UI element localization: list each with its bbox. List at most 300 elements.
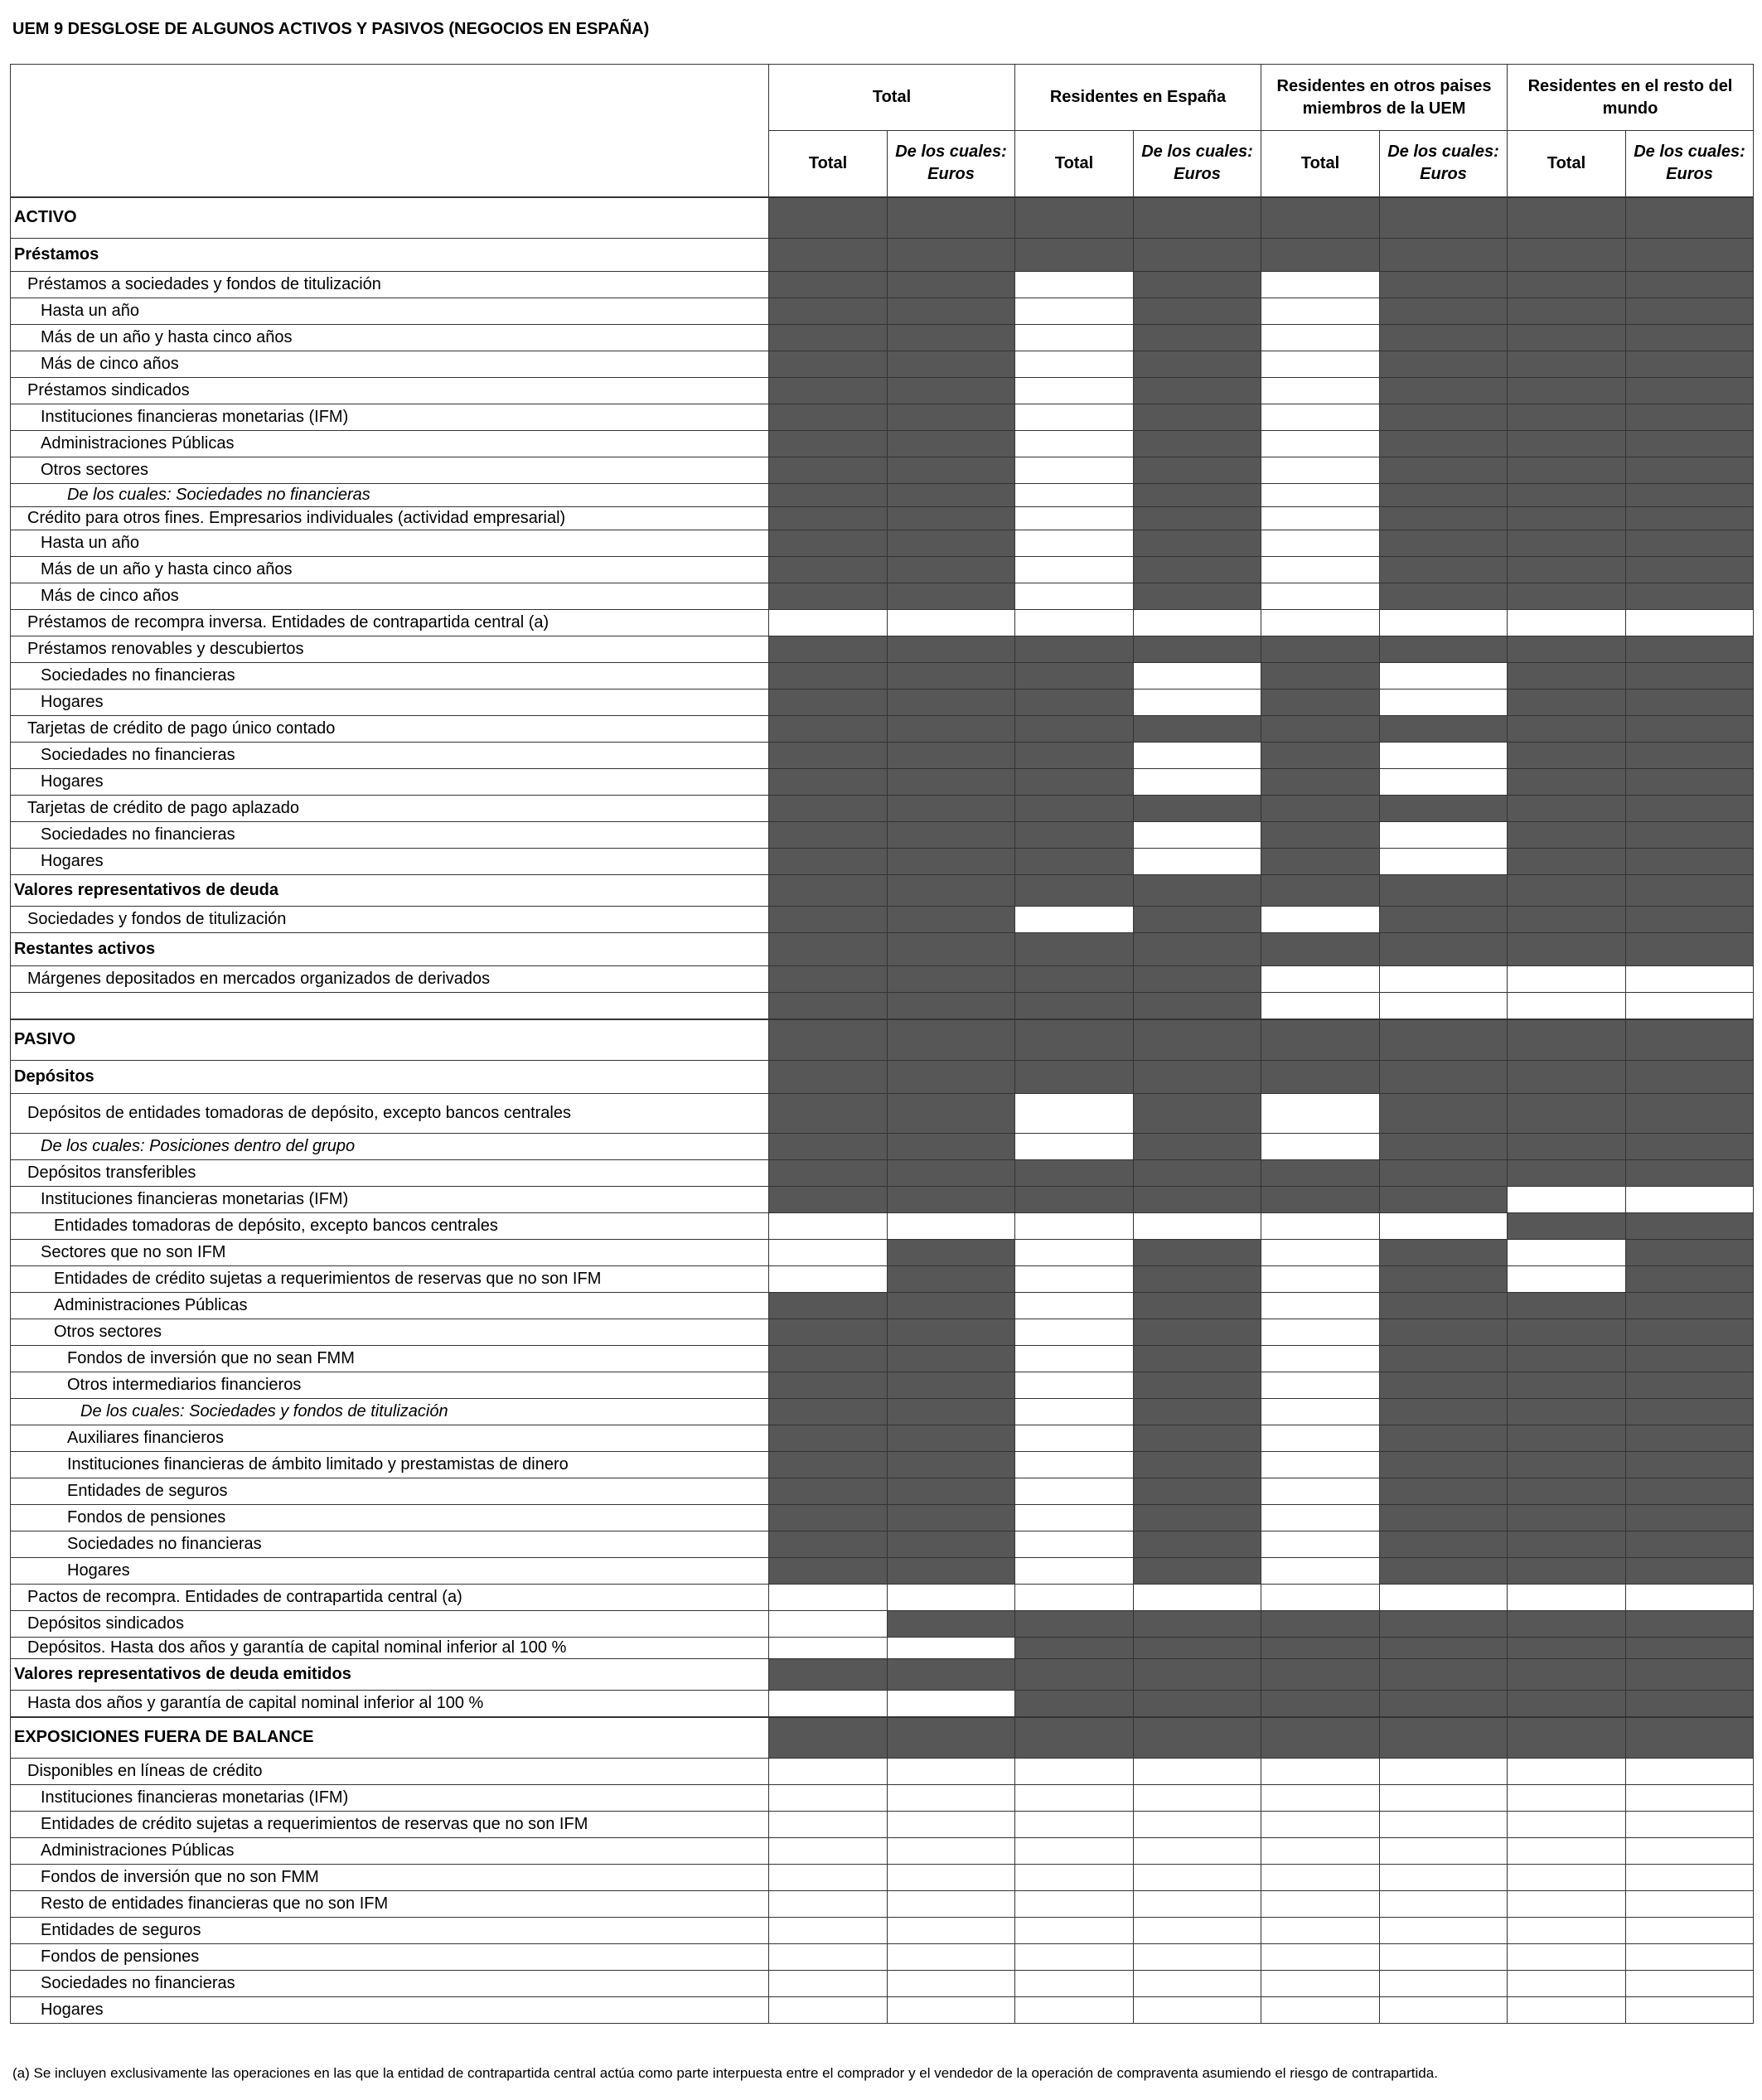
shaded-cell [1015, 849, 1134, 875]
entry-cell[interactable] [1015, 1759, 1134, 1785]
entry-cell[interactable] [1626, 1918, 1754, 1944]
entry-cell[interactable] [1380, 1785, 1508, 1812]
entry-cell[interactable] [1380, 1213, 1508, 1240]
table-row [11, 239, 1754, 272]
shaded-cell [1380, 1187, 1508, 1213]
row-label: Entidades de seguros [11, 1918, 769, 1944]
entry-cell[interactable] [1261, 530, 1380, 557]
entry-cell[interactable] [1015, 1997, 1134, 2024]
row-label: Entidades de seguros [11, 1478, 769, 1505]
entry-cell[interactable] [1508, 1759, 1626, 1785]
table-row [11, 378, 1754, 404]
entry-cell[interactable] [1134, 690, 1261, 716]
entry-cell[interactable] [769, 1611, 888, 1638]
table-row [11, 1531, 1754, 1558]
entry-cell[interactable] [1134, 1944, 1261, 1971]
entry-cell[interactable] [1015, 404, 1134, 431]
entry-cell[interactable] [1508, 1785, 1626, 1812]
entry-cell[interactable] [1626, 1812, 1754, 1838]
shaded-cell [1134, 557, 1261, 583]
entry-cell[interactable] [1261, 1531, 1380, 1558]
entry-cell[interactable] [1261, 298, 1380, 325]
table-row [11, 1372, 1754, 1399]
entry-cell[interactable] [1261, 378, 1380, 404]
entry-cell[interactable] [888, 1759, 1015, 1785]
entry-cell[interactable] [1015, 1452, 1134, 1478]
entry-cell[interactable] [1134, 769, 1261, 796]
shaded-cell [1015, 875, 1134, 907]
shaded-cell [1508, 239, 1626, 272]
entry-cell[interactable] [1134, 849, 1261, 875]
entry-cell[interactable] [888, 1638, 1015, 1659]
entry-cell[interactable] [769, 1691, 888, 1717]
entry-cell[interactable] [888, 1691, 1015, 1717]
entry-cell[interactable] [1626, 966, 1754, 993]
entry-cell[interactable] [1015, 484, 1134, 507]
entry-cell[interactable] [1134, 1865, 1261, 1891]
entry-cell[interactable] [1015, 1944, 1134, 1971]
entry-cell[interactable] [888, 1585, 1015, 1611]
row-label: Más de cinco años [11, 583, 769, 610]
entry-cell[interactable] [1015, 1865, 1134, 1891]
entry-cell[interactable] [1626, 1759, 1754, 1785]
entry-cell[interactable] [1015, 1134, 1134, 1160]
entry-cell[interactable] [1508, 993, 1626, 1019]
entry-cell[interactable] [769, 1240, 888, 1266]
entry-cell[interactable] [769, 1838, 888, 1865]
shaded-cell [1134, 484, 1261, 507]
shaded-cell [769, 796, 888, 822]
entry-cell[interactable] [1261, 1478, 1380, 1505]
entry-cell[interactable] [1261, 1759, 1380, 1785]
shaded-cell [769, 690, 888, 716]
table-row [11, 404, 1754, 431]
row-label: Préstamos [11, 239, 769, 272]
row-label: Sociedades no financieras [11, 1531, 769, 1558]
entry-cell[interactable] [1261, 1346, 1380, 1372]
entry-cell[interactable] [1261, 1399, 1380, 1425]
entry-cell[interactable] [769, 610, 888, 636]
row-label: Más de un año y hasta cinco años [11, 325, 769, 351]
entry-cell[interactable] [1261, 507, 1380, 530]
entry-cell[interactable] [1134, 743, 1261, 769]
shaded-cell [888, 1160, 1015, 1187]
entry-cell[interactable] [1015, 907, 1134, 933]
entry-cell[interactable] [769, 1213, 888, 1240]
shaded-cell [1134, 272, 1261, 298]
shaded-cell [1134, 1558, 1261, 1585]
entry-cell[interactable] [1261, 1558, 1380, 1585]
row-label: Entidades de crédito sujetas a requerimientos de reservas que no son IFM [11, 1812, 769, 1838]
entry-cell[interactable] [1261, 1266, 1380, 1293]
shaded-cell [888, 1019, 1015, 1061]
shaded-cell [888, 769, 1015, 796]
shaded-cell [1626, 1531, 1754, 1558]
entry-cell[interactable] [1015, 1094, 1134, 1134]
entry-cell[interactable] [1261, 1971, 1380, 1997]
entry-cell[interactable] [1134, 1213, 1261, 1240]
shaded-cell [888, 1319, 1015, 1346]
entry-cell[interactable] [1015, 298, 1134, 325]
subcolumn-total-header: Total [1015, 131, 1134, 197]
entry-cell[interactable] [1380, 663, 1508, 690]
shaded-cell [1015, 716, 1134, 743]
entry-cell[interactable] [1508, 1944, 1626, 1971]
entry-cell[interactable] [1015, 1346, 1134, 1372]
shaded-cell [1261, 933, 1380, 966]
row-label: EXPOSICIONES FUERA DE BALANCE [11, 1717, 769, 1759]
entry-cell[interactable] [1015, 325, 1134, 351]
table-row [11, 1293, 1754, 1319]
entry-cell[interactable] [1261, 1944, 1380, 1971]
shaded-cell [1380, 1399, 1508, 1425]
shaded-cell [1015, 690, 1134, 716]
entry-cell[interactable] [1015, 351, 1134, 378]
entry-cell[interactable] [1261, 907, 1380, 933]
entry-cell[interactable] [769, 1759, 888, 1785]
entry-cell[interactable] [1380, 1997, 1508, 2024]
entry-cell[interactable] [1261, 1838, 1380, 1865]
shaded-cell [769, 1452, 888, 1478]
shaded-cell [769, 822, 888, 849]
entry-cell[interactable] [1380, 1759, 1508, 1785]
shaded-cell [1261, 239, 1380, 272]
shaded-cell [1508, 197, 1626, 239]
entry-cell[interactable] [888, 1785, 1015, 1812]
shaded-cell [888, 1293, 1015, 1319]
shaded-cell [1626, 583, 1754, 610]
entry-cell[interactable] [1380, 1865, 1508, 1891]
entry-cell[interactable] [1134, 1838, 1261, 1865]
entry-cell[interactable] [1015, 1505, 1134, 1531]
entry-cell[interactable] [1015, 1293, 1134, 1319]
entry-cell[interactable] [1508, 610, 1626, 636]
entry-cell[interactable] [1261, 1865, 1380, 1891]
entry-cell[interactable] [1626, 1585, 1754, 1611]
entry-cell[interactable] [1380, 1918, 1508, 1944]
entry-cell[interactable] [1261, 1213, 1380, 1240]
entry-cell[interactable] [1380, 690, 1508, 716]
entry-cell[interactable] [1626, 1838, 1754, 1865]
shaded-cell [888, 378, 1015, 404]
entry-cell[interactable] [1626, 1187, 1754, 1213]
entry-cell[interactable] [1261, 1293, 1380, 1319]
entry-cell[interactable] [1261, 610, 1380, 636]
entry-cell[interactable] [769, 1918, 888, 1944]
entry-cell[interactable] [1015, 1891, 1134, 1918]
entry-cell[interactable] [1508, 966, 1626, 993]
entry-cell[interactable] [1380, 993, 1508, 1019]
entry-cell[interactable] [1508, 1187, 1626, 1213]
entry-cell[interactable] [1626, 1785, 1754, 1812]
table-row [11, 1997, 1754, 2024]
shaded-cell [769, 1094, 888, 1134]
entry-cell[interactable] [1261, 1425, 1380, 1452]
entry-cell[interactable] [1261, 1585, 1380, 1611]
table-row [11, 1452, 1754, 1478]
shaded-cell [1015, 1061, 1134, 1094]
shaded-cell [1626, 690, 1754, 716]
row-label: Hasta un año [11, 298, 769, 325]
shaded-cell [1134, 875, 1261, 907]
entry-cell[interactable] [769, 1785, 888, 1812]
shaded-cell [1261, 1061, 1380, 1094]
table-header [11, 65, 1754, 197]
entry-cell[interactable] [1508, 1918, 1626, 1944]
entry-cell[interactable] [1626, 1891, 1754, 1918]
shaded-cell [1380, 933, 1508, 966]
shaded-cell [1626, 1611, 1754, 1638]
shaded-cell [1508, 690, 1626, 716]
entry-cell[interactable] [1626, 1997, 1754, 2024]
shaded-cell [1508, 484, 1626, 507]
row-label: Entidades tomadoras de depósito, excepto bancos centrales [11, 1213, 769, 1240]
row-label-header [11, 65, 769, 197]
entry-cell[interactable] [1261, 1891, 1380, 1918]
shaded-cell [1380, 1717, 1508, 1759]
shaded-cell [888, 325, 1015, 351]
row-label: Depósitos. Hasta dos años y garantía de capital nominal inferior al 100 % [11, 1638, 769, 1659]
shaded-cell [888, 966, 1015, 993]
shaded-cell [1134, 378, 1261, 404]
entry-cell[interactable] [1508, 1865, 1626, 1891]
entry-cell[interactable] [769, 1891, 888, 1918]
entry-cell[interactable] [1508, 1585, 1626, 1611]
row-label: Sectores que no son IFM [11, 1240, 769, 1266]
table-row [11, 457, 1754, 484]
entry-cell[interactable] [1508, 1240, 1626, 1266]
entry-cell[interactable] [1261, 484, 1380, 507]
table-row [11, 1187, 1754, 1213]
entry-cell[interactable] [1015, 1372, 1134, 1399]
shaded-cell [1134, 907, 1261, 933]
entry-cell[interactable] [1015, 1478, 1134, 1505]
entry-cell[interactable] [888, 1812, 1015, 1838]
row-label: De los cuales: Posiciones dentro del grupo [11, 1134, 769, 1160]
shaded-cell [1508, 457, 1626, 484]
entry-cell[interactable] [1261, 1505, 1380, 1531]
entry-cell[interactable] [1015, 1838, 1134, 1865]
entry-cell[interactable] [1261, 404, 1380, 431]
shaded-cell [888, 1061, 1015, 1094]
table-row [11, 484, 1754, 507]
shaded-cell [888, 272, 1015, 298]
entry-cell[interactable] [888, 1838, 1015, 1865]
entry-cell[interactable] [769, 1997, 888, 2024]
entry-cell[interactable] [1134, 1585, 1261, 1611]
entry-cell[interactable] [1261, 272, 1380, 298]
row-label: Hogares [11, 690, 769, 716]
entry-cell[interactable] [1508, 1812, 1626, 1838]
entry-cell[interactable] [1134, 1918, 1261, 1944]
entry-cell[interactable] [888, 1997, 1015, 2024]
shaded-cell [1626, 663, 1754, 690]
shaded-cell [769, 1478, 888, 1505]
entry-cell[interactable] [888, 1944, 1015, 1971]
entry-cell[interactable] [1380, 1944, 1508, 1971]
shaded-cell [1261, 636, 1380, 663]
entry-cell[interactable] [1015, 610, 1134, 636]
shaded-cell [1626, 933, 1754, 966]
shaded-cell [1261, 743, 1380, 769]
entry-cell[interactable] [1015, 1425, 1134, 1452]
shaded-cell [1508, 1213, 1626, 1240]
entry-cell[interactable] [1015, 557, 1134, 583]
entry-cell[interactable] [1380, 1585, 1508, 1611]
entry-cell[interactable] [1261, 993, 1380, 1019]
entry-cell[interactable] [1508, 1891, 1626, 1918]
entry-cell[interactable] [1015, 1812, 1134, 1838]
entry-cell[interactable] [1015, 1785, 1134, 1812]
entry-cell[interactable] [1380, 1891, 1508, 1918]
entry-cell[interactable] [1015, 1319, 1134, 1346]
entry-cell[interactable] [1134, 1891, 1261, 1918]
entry-cell[interactable] [1261, 583, 1380, 610]
entry-cell[interactable] [1015, 378, 1134, 404]
table-row [11, 663, 1754, 690]
row-label: Más de un año y hasta cinco años [11, 557, 769, 583]
entry-cell[interactable] [1134, 1812, 1261, 1838]
entry-cell[interactable] [1015, 1266, 1134, 1293]
entry-cell[interactable] [1261, 1134, 1380, 1160]
entry-cell[interactable] [1380, 769, 1508, 796]
entry-cell[interactable] [1261, 1240, 1380, 1266]
shaded-cell [1508, 325, 1626, 351]
entry-cell[interactable] [888, 1918, 1015, 1944]
entry-cell[interactable] [888, 610, 1015, 636]
entry-cell[interactable] [1015, 1918, 1134, 1944]
entry-cell[interactable] [1626, 993, 1754, 1019]
entry-cell[interactable] [888, 1865, 1015, 1891]
row-label: Resto de entidades financieras que no son IFM [11, 1891, 769, 1918]
shaded-cell [1261, 796, 1380, 822]
entry-cell[interactable] [1261, 1812, 1380, 1838]
shaded-cell [1380, 1531, 1508, 1558]
entry-cell[interactable] [1134, 1759, 1261, 1785]
entry-cell[interactable] [1508, 1971, 1626, 1997]
entry-cell[interactable] [888, 1971, 1015, 1997]
shaded-cell [1380, 197, 1508, 239]
shaded-cell [888, 1452, 1015, 1478]
entry-cell[interactable] [1015, 507, 1134, 530]
entry-cell[interactable] [1134, 822, 1261, 849]
entry-cell[interactable] [1508, 1266, 1626, 1293]
entry-cell[interactable] [1508, 1838, 1626, 1865]
entry-cell[interactable] [1134, 1997, 1261, 2024]
entry-cell[interactable] [1015, 1240, 1134, 1266]
entry-cell[interactable] [1261, 1785, 1380, 1812]
footnote: (a) Se incluyen exclusivamente las operaciones en las que la entidad de contrapartida central actúa como parte interpuesta entre el comprador y el vendedor de la operación de compraventa asumiendo el riesgo de contrapartida. [12, 2065, 1438, 2081]
entry-cell[interactable] [1380, 822, 1508, 849]
entry-cell[interactable] [769, 1812, 888, 1838]
row-label: Tarjetas de crédito de pago único contado [11, 716, 769, 743]
entry-cell[interactable] [1015, 583, 1134, 610]
entry-cell[interactable] [1015, 457, 1134, 484]
shaded-cell [1015, 197, 1134, 239]
entry-cell[interactable] [1015, 1213, 1134, 1240]
entry-cell[interactable] [1015, 1558, 1134, 1585]
entry-cell[interactable] [1380, 1812, 1508, 1838]
table-row [11, 583, 1754, 610]
shaded-cell [1015, 769, 1134, 796]
entry-cell[interactable] [1626, 610, 1754, 636]
shaded-cell [1261, 875, 1380, 907]
entry-cell[interactable] [769, 1638, 888, 1659]
entry-cell[interactable] [1015, 530, 1134, 557]
entry-cell[interactable] [1380, 966, 1508, 993]
entry-cell[interactable] [1261, 1918, 1380, 1944]
entry-cell[interactable] [769, 1944, 888, 1971]
entry-cell[interactable] [1134, 1971, 1261, 1997]
entry-cell[interactable] [1626, 1865, 1754, 1891]
shaded-cell [1261, 1611, 1380, 1638]
entry-cell[interactable] [1261, 1094, 1380, 1134]
entry-cell[interactable] [1261, 1319, 1380, 1346]
entry-cell[interactable] [1626, 1944, 1754, 1971]
entry-cell[interactable] [1015, 1399, 1134, 1425]
entry-cell[interactable] [1261, 557, 1380, 583]
shaded-cell [1380, 583, 1508, 610]
entry-cell[interactable] [1015, 272, 1134, 298]
shaded-cell [1626, 298, 1754, 325]
entry-cell[interactable] [1015, 1585, 1134, 1611]
shaded-cell [769, 907, 888, 933]
entry-cell[interactable] [769, 1585, 888, 1611]
row-label: Fondos de pensiones [11, 1944, 769, 1971]
shaded-cell [1508, 1319, 1626, 1346]
entry-cell[interactable] [888, 1891, 1015, 1918]
shaded-cell [1626, 530, 1754, 557]
entry-cell[interactable] [1015, 1531, 1134, 1558]
shaded-cell [888, 1240, 1015, 1266]
entry-cell[interactable] [1261, 966, 1380, 993]
entry-cell[interactable] [1626, 1971, 1754, 1997]
entry-cell[interactable] [1380, 1971, 1508, 1997]
entry-cell[interactable] [1380, 849, 1508, 875]
shaded-cell [1380, 636, 1508, 663]
entry-cell[interactable] [769, 1865, 888, 1891]
entry-cell[interactable] [1134, 663, 1261, 690]
entry-cell[interactable] [1015, 1971, 1134, 1997]
entry-cell[interactable] [888, 1213, 1015, 1240]
entry-cell[interactable] [1261, 1997, 1380, 2024]
entry-cell[interactable] [1261, 1372, 1380, 1399]
shaded-cell [1508, 822, 1626, 849]
entry-cell[interactable] [769, 1971, 888, 1997]
entry-cell[interactable] [1380, 743, 1508, 769]
entry-cell[interactable] [769, 1266, 888, 1293]
entry-cell[interactable] [1261, 1452, 1380, 1478]
entry-cell[interactable] [1508, 1997, 1626, 2024]
entry-cell[interactable] [1134, 1785, 1261, 1812]
entry-cell[interactable] [1015, 431, 1134, 457]
entry-cell[interactable] [1380, 610, 1508, 636]
entry-cell[interactable] [1261, 325, 1380, 351]
shaded-cell [1380, 1266, 1508, 1293]
subcolumn-euros-header: De los cuales: Euros [888, 131, 1015, 197]
entry-cell[interactable] [1261, 431, 1380, 457]
entry-cell[interactable] [1380, 1838, 1508, 1865]
shaded-cell [888, 298, 1015, 325]
entry-cell[interactable] [1261, 457, 1380, 484]
table-row [11, 1399, 1754, 1425]
shaded-cell [1626, 484, 1754, 507]
shaded-cell [1508, 351, 1626, 378]
row-label: Instituciones financieras monetarias (IFM) [11, 1785, 769, 1812]
entry-cell[interactable] [1134, 610, 1261, 636]
shaded-cell [1380, 351, 1508, 378]
entry-cell[interactable] [1261, 351, 1380, 378]
